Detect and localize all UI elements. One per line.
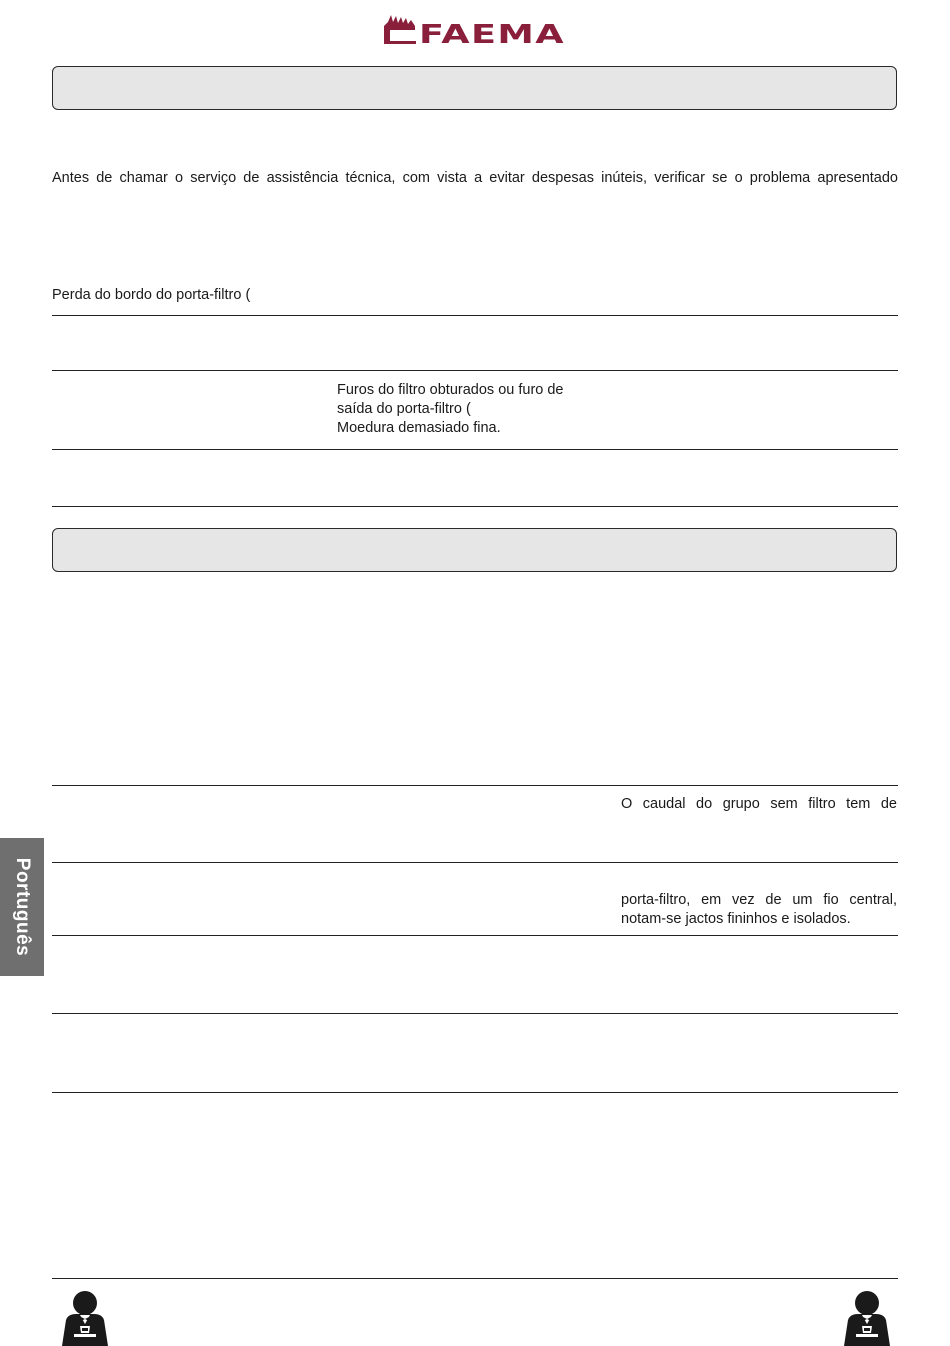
intro-paragraph: Antes de chamar o serviço de assistência técnica, com vista a evitar despesas inúteis, verificar se o problema apresentado <box>52 170 898 186</box>
table1-rule-row1 <box>52 370 898 371</box>
table1-caption: Perda do bordo do porta-filtro ( <box>52 287 251 303</box>
cause-line: saída do porta-filtro ( <box>337 401 471 417</box>
table1-row2-cause <box>337 381 564 438</box>
table2-rule-bottom <box>52 1092 898 1093</box>
table2-rule-row2 <box>52 935 898 936</box>
waiter-icon <box>54 1290 116 1346</box>
cause-line: Furos do filtro obturados ou furo de <box>337 382 564 398</box>
table2-rule-row1 <box>52 862 898 863</box>
footer-rule <box>52 1278 898 1279</box>
remedy-line: notam-se jactos fininhos e isolados. <box>621 911 851 927</box>
faema-logo-graphic <box>382 12 568 46</box>
section-header-box-2 <box>52 528 897 572</box>
table2-rule-top <box>52 785 898 786</box>
language-tab-label: Português <box>12 857 33 957</box>
table1-rule-row2 <box>52 449 898 450</box>
section-header-box-1 <box>52 66 897 110</box>
language-tab <box>0 838 44 976</box>
faema-logo <box>382 12 568 46</box>
table2-row2-remedy <box>621 891 897 929</box>
remedy-line: porta-filtro, em vez de um fio central, <box>621 892 897 908</box>
table1-rule-bottom <box>52 506 898 507</box>
table2-row1-remedy: O caudal do grupo sem filtro tem de <box>621 796 897 812</box>
logo-wordmark: FAEMA <box>419 20 565 46</box>
cause-line: Moedura demasiado fina. <box>337 420 501 436</box>
waiter-icon <box>836 1290 898 1346</box>
table2-rule-row3 <box>52 1013 898 1014</box>
table1-rule-top <box>52 315 898 316</box>
